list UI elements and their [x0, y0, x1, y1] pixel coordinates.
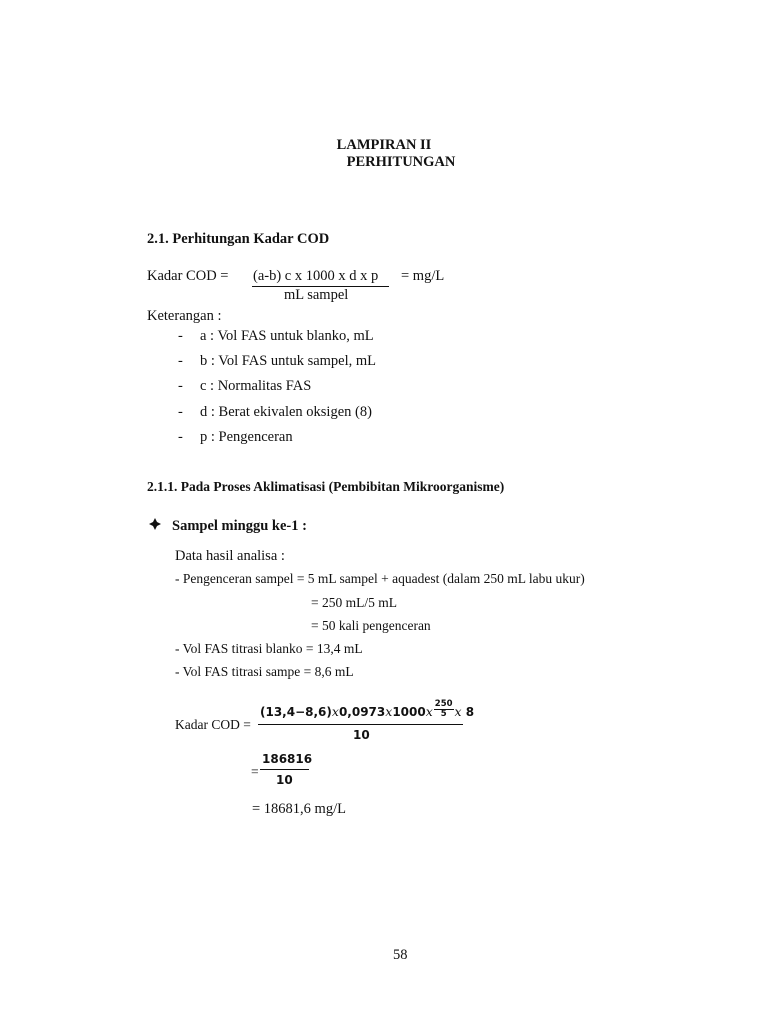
list-item-dash: - — [178, 328, 183, 344]
calc-small-num: 250 — [434, 699, 453, 709]
formula-unit: = mg/L — [401, 268, 445, 284]
vol-sampel: - Vol FAS titrasi sampe = 8,6 mL — [175, 664, 354, 679]
formula-lhs: Kadar COD = — [147, 268, 229, 284]
formula-denominator: mL sampel — [284, 287, 349, 303]
data-label: Data hasil analisa : — [175, 548, 285, 564]
calc-num-part1: (13,4−8,6) — [260, 705, 332, 719]
calc-numerator — [260, 699, 475, 722]
calc-num2: 186816 — [262, 752, 313, 766]
calc-lhs: Kadar COD = — [175, 717, 251, 732]
calc-denominator: 10 — [353, 728, 370, 742]
list-item-dash: - — [178, 429, 183, 445]
pengenceran-line-3: = 50 kali pengenceran — [311, 618, 431, 633]
calc-small-den: 5 — [440, 709, 447, 719]
calc-den2: 10 — [276, 773, 293, 787]
list-item-dash: - — [178, 353, 183, 369]
list-item: c : Normalitas FAS — [200, 378, 312, 394]
heading-line1: LAMPIRAN II — [336, 137, 432, 153]
calc-num-part4: 8 — [461, 705, 475, 719]
calc-times: x — [331, 704, 339, 719]
section-2-1-title: 2.1. Perhitungan Kadar COD — [147, 231, 330, 247]
list-item: b : Vol FAS untuk sampel, mL — [200, 353, 377, 369]
calc-times: x — [385, 704, 393, 719]
pengenceran-line: - Pengenceran sampel = 5 mL sampel + aquadest (dalam 250 mL labu ukur) — [175, 571, 585, 586]
heading-line2: PERHITUNGAN — [346, 154, 456, 170]
calc-fraction-bar-2 — [260, 769, 309, 770]
diamond-bullet-icon — [149, 518, 161, 535]
list-item: a : Vol FAS untuk blanko, mL — [200, 328, 374, 344]
section-2-1-1-title: 2.1.1. Pada Proses Aklimatisasi (Pembibitan Mikroorganisme) — [147, 479, 505, 494]
calc-num-part3: 1000 — [392, 705, 426, 719]
calc-result: = 18681,6 mg/L — [252, 801, 346, 817]
calc-times: x — [454, 704, 462, 719]
calc-eq2: = — [251, 764, 259, 779]
keterangan-label: Keterangan : — [147, 308, 222, 324]
list-item: d : Berat ekivalen oksigen (8) — [200, 404, 372, 420]
calc-fraction-bar — [258, 724, 463, 725]
formula-numerator: (a-b) c x 1000 x d x p — [253, 268, 379, 284]
list-item-dash: - — [178, 378, 183, 394]
list-item-dash: - — [178, 404, 183, 420]
page-number: 58 — [393, 947, 408, 963]
calc-num-part2: 0,0973 — [338, 705, 386, 719]
vol-blanko: - Vol FAS titrasi blanko = 13,4 mL — [175, 641, 363, 656]
bullet-label: Sampel minggu ke-1 : — [172, 518, 307, 534]
list-item: p : Pengenceran — [200, 429, 293, 445]
calc-times: x — [425, 704, 433, 719]
pengenceran-line-2: = 250 mL/5 mL — [311, 595, 397, 610]
calc-small-fraction — [434, 700, 454, 719]
